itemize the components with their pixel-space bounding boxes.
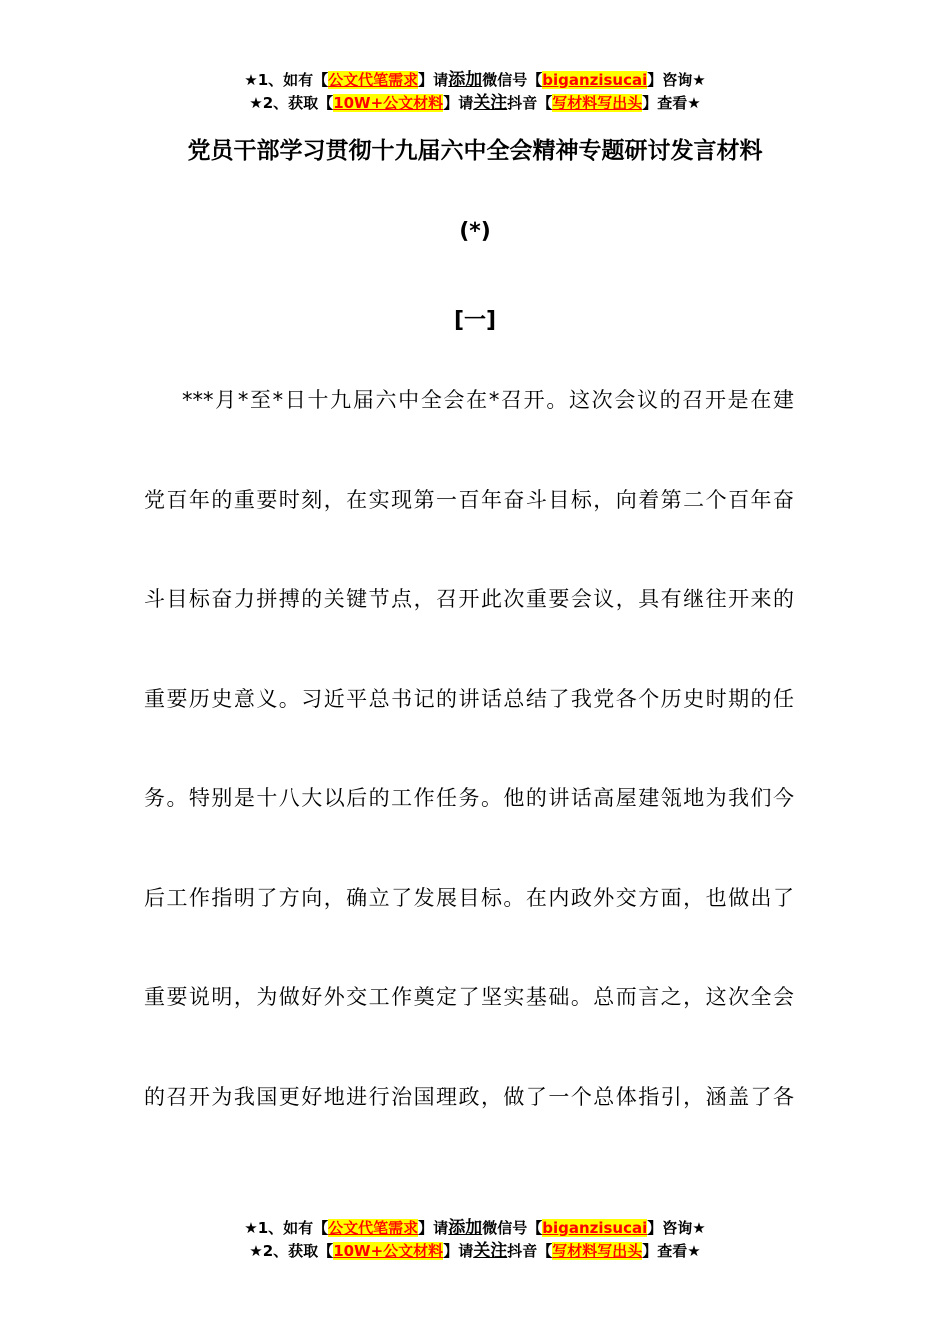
banner-line-1: ★1、如有【公文代笔需求】请添加微信号【biganzisucai】咨询★ xyxy=(244,1218,706,1238)
douyin-account-highlight: 写材料写出头 xyxy=(552,1242,643,1260)
service-highlight: 公文代笔需求 xyxy=(328,71,419,89)
wechat-id-highlight: biganzisucai xyxy=(542,71,648,89)
paragraph-line: ***月*至*日十九届六中全会在*召开。这次会议的召开是在建 xyxy=(182,388,794,412)
banner-line-2: ★2、获取【10W+公文材料】请关注抖音【写材料写出头】查看★ xyxy=(249,1241,701,1261)
document-title: 党员干部学习贯彻十九届六中全会精神专题研讨发言材料 xyxy=(187,138,763,164)
paragraph-line: 斗目标奋力拼搏的关键节点，召开此次重要会议，具有继往开来的 xyxy=(144,587,794,611)
wechat-id-highlight: biganzisucai xyxy=(542,1219,648,1237)
paragraph-line: 重要说明，为做好外交工作奠定了坚实基础。总而言之，这次全会 xyxy=(144,985,794,1009)
service-highlight: 公文代笔需求 xyxy=(328,1219,419,1237)
body-paragraph xyxy=(144,384,794,1180)
paragraph-line: 务。特别是十八大以后的工作任务。他的讲话高屋建瓴地为我们今 xyxy=(144,786,794,810)
footer-banner xyxy=(0,1217,950,1263)
header-banner xyxy=(0,69,950,115)
document-subtitle: (*) xyxy=(459,219,491,244)
paragraph-line: 重要历史意义。习近平总书记的讲话总结了我党各个历史时期的任 xyxy=(144,686,794,711)
materials-highlight: 10W+公文材料 xyxy=(333,94,444,112)
banner-line-1: ★1、如有【公文代笔需求】请添加微信号【biganzisucai】咨询★ xyxy=(244,70,706,90)
section-heading: [一] xyxy=(453,308,497,333)
paragraph-line: 党百年的重要时刻，在实现第一百年奋斗目标，向着第二个百年奋 xyxy=(144,487,794,512)
materials-highlight: 10W+公文材料 xyxy=(333,1242,444,1260)
paragraph-line: 后工作指明了方向，确立了发展目标。在内政外交方面，也做出了 xyxy=(144,885,794,910)
paragraph-line: 的召开为我国更好地进行治国理政，做了一个总体指引，涵盖了各 xyxy=(144,1084,794,1109)
banner-line-2: ★2、获取【10W+公文材料】请关注抖音【写材料写出头】查看★ xyxy=(249,93,701,113)
douyin-account-highlight: 写材料写出头 xyxy=(552,94,643,112)
